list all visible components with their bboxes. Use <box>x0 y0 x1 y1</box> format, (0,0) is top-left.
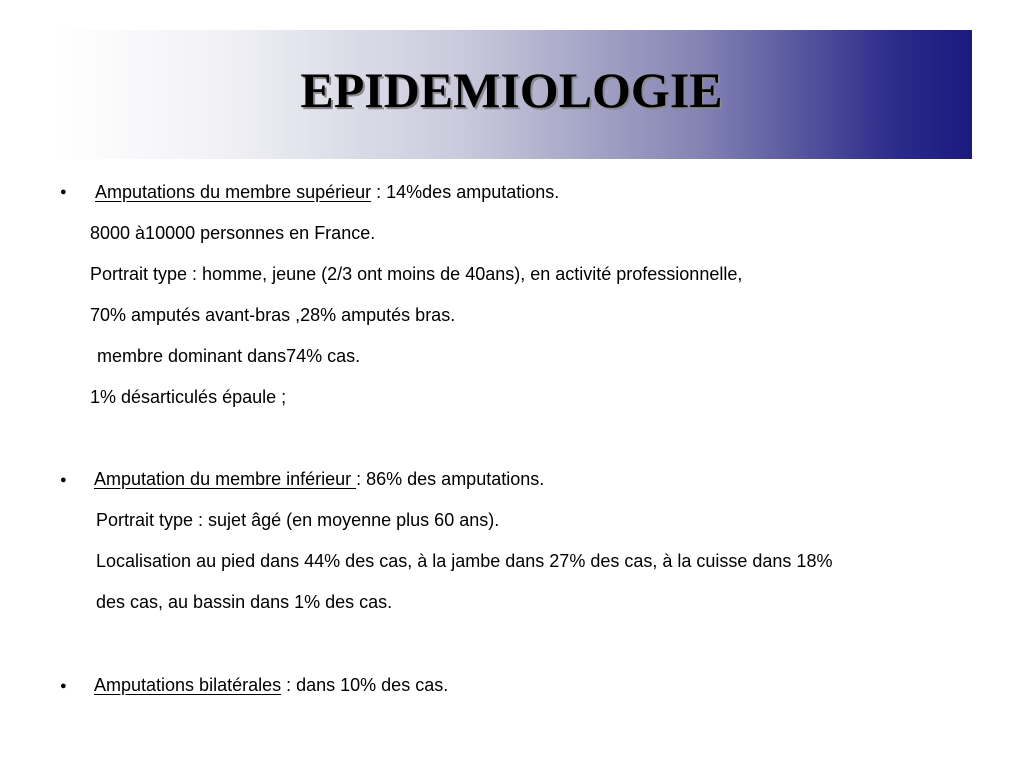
bullet-icon: ● <box>60 186 67 198</box>
bullet-icon: ● <box>60 474 67 486</box>
section-heading-lower-limb <box>94 468 544 490</box>
section-heading-label: Amputations du membre supérieur <box>95 182 372 202</box>
section-heading-value: : 14%des amputations. <box>371 182 560 202</box>
body-line: Portrait type : sujet âgé (en moyenne plus 60 ans). <box>96 510 500 530</box>
title-banner <box>51 30 972 159</box>
section-heading-value: : dans 10% des cas. <box>281 675 449 695</box>
body-line: Localisation au pied dans 44% des cas, à la jambe dans 27% des cas, à la cuisse dans 18% <box>96 551 833 571</box>
section-heading-value: : 86% des amputations. <box>356 469 545 489</box>
body-line: 1% désarticulés épaule ; <box>90 387 287 407</box>
section-heading-upper-limb <box>95 181 559 203</box>
body-line: 8000 à10000 personnes en France. <box>90 223 376 243</box>
section-heading-bilateral <box>94 674 448 696</box>
bullet-icon: ● <box>60 680 67 692</box>
body-line: 70% amputés avant-bras ,28% amputés bras. <box>90 305 456 325</box>
body-line: membre dominant dans74% cas. <box>97 346 361 366</box>
body-line: Portrait type : homme, jeune (2/3 ont moins de 40ans), en activité professionnelle, <box>90 264 743 284</box>
slide-title: EPIDEMIOLOGIE <box>300 61 723 118</box>
body-line: des cas, au bassin dans 1% des cas. <box>96 592 393 612</box>
section-heading-label: Amputation du membre inférieur <box>94 469 357 489</box>
section-heading-label: Amputations bilatérales <box>94 675 282 695</box>
